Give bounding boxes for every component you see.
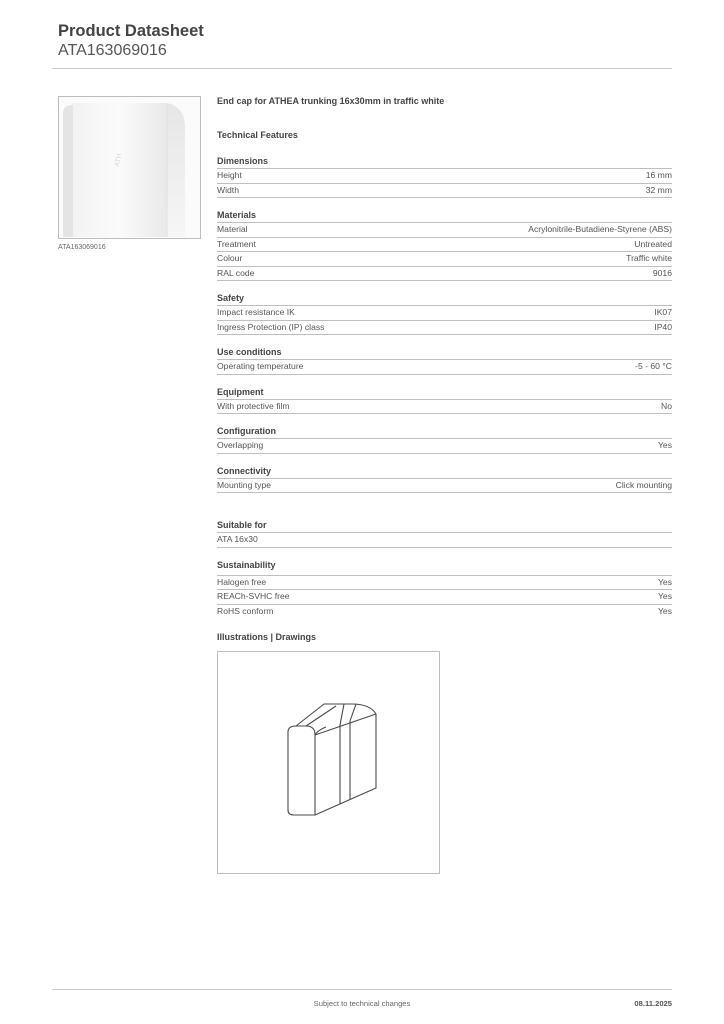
- spec-row: Width 32 mm: [217, 184, 672, 199]
- section-dimensions: [217, 156, 672, 198]
- end-cap-photo-icon: [59, 97, 201, 239]
- footer-note: Subject to technical changes: [313, 999, 411, 1008]
- svg-text:ATH: ATH: [114, 152, 124, 168]
- section-title: Dimensions: [217, 156, 672, 169]
- spec-row: Operating temperature -5 - 60 °C: [217, 360, 672, 375]
- section-title: Equipment: [217, 387, 672, 400]
- footer-divider: [52, 989, 672, 990]
- end-cap-drawing-icon: [218, 652, 439, 873]
- spec-row: Overlapping Yes: [217, 439, 672, 454]
- spec-row: ATA 16x30: [217, 533, 672, 548]
- spec-row: Mounting type Click mounting: [217, 479, 672, 494]
- section-configuration: [217, 426, 672, 454]
- spec-row: Material Acrylonitrile-Butadiene-Styrene (ABS): [217, 223, 672, 238]
- document-header: [58, 22, 672, 60]
- section-connectivity: [217, 466, 672, 494]
- section-use-conditions: [217, 347, 672, 375]
- spec-row: Colour Traffic white: [217, 252, 672, 267]
- spec-row: Ingress Protection (IP) class IP40: [217, 321, 672, 336]
- section-title: Safety: [217, 293, 672, 306]
- section-title: Connectivity: [217, 466, 672, 479]
- footer-date: 08.11.2025: [634, 999, 672, 1008]
- photo-caption: ATA163069016: [58, 244, 106, 251]
- spec-row: Height 16 mm: [217, 169, 672, 184]
- section-equipment: [217, 387, 672, 415]
- section-sustainability: [217, 560, 672, 619]
- spec-row: Halogen free Yes: [217, 576, 672, 591]
- section-title: Sustainability: [217, 560, 672, 576]
- spec-row: Impact resistance IK IK07: [217, 306, 672, 321]
- specification-panel: [217, 96, 672, 618]
- spec-row: RoHS conform Yes: [217, 605, 672, 616]
- section-title: Materials: [217, 210, 672, 223]
- spec-row: RAL code 9016: [217, 267, 672, 282]
- section-title: Use conditions: [217, 347, 672, 360]
- header-divider: [52, 68, 672, 69]
- page-title: Product Datasheet: [58, 22, 204, 40]
- technical-drawing: [217, 651, 440, 874]
- technical-features-heading: Technical Features: [217, 130, 298, 140]
- product-code: ATA163069016: [58, 42, 167, 59]
- product-description: End cap for ATHEA trunking 16x30mm in traffic white: [217, 96, 445, 106]
- illustrations-heading: Illustrations | Drawings: [217, 632, 317, 642]
- spec-row: With protective film No: [217, 400, 672, 415]
- section-title: Configuration: [217, 426, 672, 439]
- spec-row: Treatment Untreated: [217, 238, 672, 253]
- spec-row: REACh-SVHC free Yes: [217, 590, 672, 605]
- section-title: Suitable for: [217, 520, 672, 533]
- product-photo: [58, 96, 201, 239]
- section-materials: [217, 210, 672, 281]
- section-suitable-for: [217, 520, 672, 548]
- section-safety: [217, 293, 672, 335]
